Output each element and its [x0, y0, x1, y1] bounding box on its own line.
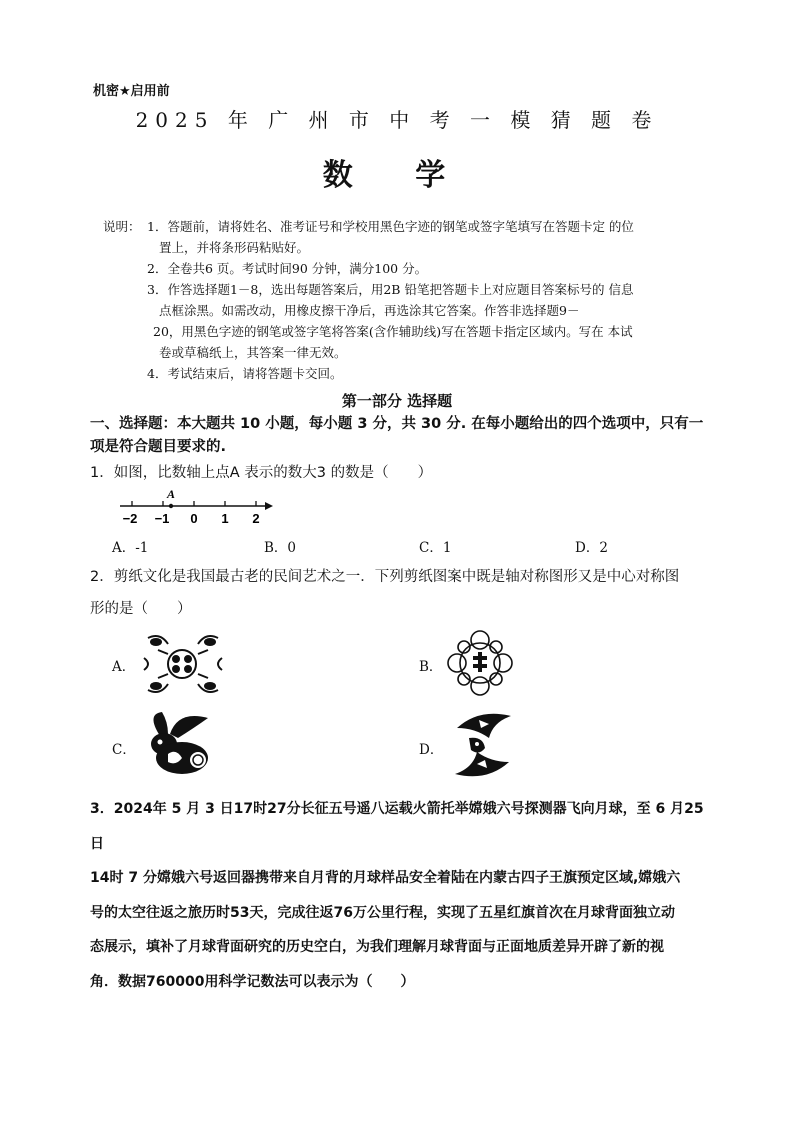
tick-label: 1	[221, 511, 229, 526]
tick-label: 0	[190, 511, 198, 526]
question-2-stem-line1: 2．剪纸文化是我国最古老的民间艺术之一．下列剪纸图案中既是轴对称图形又是中心对称图	[90, 569, 680, 585]
question-3-line: 14时 7 分嫦娥六号返回器携带来自月背的月球样品安全着陆在内蒙古四子王旗预定区域,嫦娥六	[90, 870, 681, 886]
number-line-figure	[115, 484, 275, 528]
question-2-stem-line2: 形的是（ ）	[90, 601, 192, 617]
notes-label: 说明：	[103, 219, 141, 234]
note-item-continued: 置上，并将条形码粘贴好。	[159, 240, 310, 255]
section-instructions: 一、选择题：本大题共 10 小题，每小题 3 分，共 30 分. 在每小题给出的四个选项中，只有一项是符合题目要求的.	[90, 416, 704, 455]
option-b[interactable]: B．0	[264, 540, 297, 556]
paper-cut-birds-image[interactable]	[449, 708, 517, 782]
tick-label: 2	[252, 511, 260, 526]
note-item: 3．作答选择题1－8，选出每题答案后，用2B 铅笔把答题卡上对应题目答案标号的 信息	[147, 282, 634, 297]
note-item-continued: 点框涂黑。如需改动，用橡皮擦干净后，再选涂其它答案。作答非选择题9－	[159, 303, 580, 318]
tick-label: −1	[154, 511, 170, 526]
subject-title: 数 学	[322, 158, 472, 193]
axis-arrow-icon	[265, 502, 273, 510]
option-a[interactable]: A．-1	[112, 540, 149, 556]
question-3-line: 3．2024年 5 月 3 日17时27分长征五号遥八运载火箭托举嫦娥六号探测器飞向月球，至 6 月25日	[90, 801, 704, 852]
question-3-line: 角．数据760000用科学记数法可以表示为（ ）	[90, 973, 415, 990]
question-3-line: 态展示，填补了月球背面研究的历史空白，为我们理解月球背面与正面地质差异开辟了新的视	[90, 939, 664, 955]
option-c-label[interactable]: C．	[112, 742, 136, 758]
question-3	[90, 792, 715, 999]
confidential-label: 机密★启用前	[93, 84, 170, 99]
point-a-dot	[169, 504, 173, 508]
note-item: 1．答题前，请将姓名、准考证号和学校用黑色字迹的钢笔或签字笔填写在答题卡定 的位	[147, 219, 634, 234]
note-item-continued: 卷或草稿纸上，其答案一律无效。	[159, 345, 347, 360]
note-item: 4．考试结束后，请将答题卡交回。	[147, 366, 343, 381]
option-d[interactable]: D．2	[575, 540, 608, 556]
option-a-label[interactable]: A．	[112, 659, 136, 675]
section-title: 第一部分 选择题	[341, 392, 453, 410]
option-b-label[interactable]: B．	[419, 659, 443, 675]
paper-cut-rosette-image[interactable]	[443, 628, 517, 698]
option-d-label[interactable]: D．	[419, 742, 444, 758]
paper-cut-rabbit-image[interactable]	[138, 708, 218, 778]
exam-title: 2025 年 广 州 市 中 考 一 模 猜 题 卷	[135, 108, 659, 132]
paper-cut-cranes-image[interactable]	[138, 628, 228, 700]
question-1-stem: 1．如图，比数轴上点A 表示的数大3 的数是（ ）	[90, 465, 433, 481]
note-item-continued: 20，用黑色字迹的钢笔或签字笔将答案(含作辅助线)写在答题卡指定区域内。写在 本试	[153, 324, 633, 339]
exam-notes	[103, 216, 703, 384]
question-3-line: 号的太空往返之旅历时53天，完成往返76万公里行程，实现了五星红旗首次在月球背面独立动	[90, 904, 675, 921]
tick-label: −2	[122, 511, 138, 526]
note-item: 2．全卷共6 页。考试时间90 分钟，满分100 分。	[147, 261, 428, 276]
point-a-label: A	[167, 487, 176, 501]
option-c[interactable]: C．1	[419, 540, 452, 556]
